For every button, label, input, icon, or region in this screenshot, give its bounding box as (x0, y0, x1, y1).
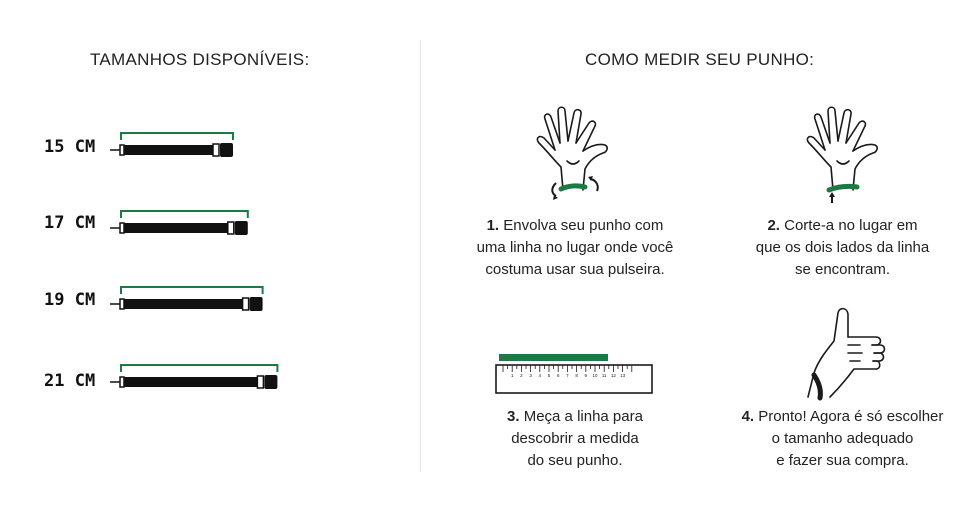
strap-end-cap-15 (120, 145, 124, 155)
strap-clasp-19 (250, 297, 263, 311)
measure-bracket-15 (121, 133, 233, 140)
section-divider (420, 40, 421, 472)
ruler-tick-label: 2 (520, 373, 523, 378)
step-3-text (455, 406, 695, 472)
step-2-text (725, 215, 960, 281)
ruler-tick-label: 13 (620, 373, 626, 378)
strap-buckle-17 (228, 222, 234, 234)
step-1-body: Envolva seu punho com uma linha no lugar onde você costuma usar sua pulseira. (476, 217, 674, 278)
step-3-body: Meça a linha para descobrir a medida do seu punho. (511, 408, 643, 469)
measure-heading: COMO MEDIR SEU PUNHO: (585, 50, 815, 69)
strap-body-17 (124, 223, 230, 233)
ruler-tick-label: 9 (584, 373, 588, 378)
strap-body-15 (124, 145, 215, 155)
step-4-number: 4. (741, 408, 755, 425)
ruler-tick-label: 7 (566, 373, 569, 378)
strap-end-cap-21 (120, 377, 124, 387)
strap-end-cap-17 (120, 223, 124, 233)
strap-clasp-17 (235, 221, 248, 235)
strap-buckle-21 (257, 376, 263, 388)
ruler-tick-label: 10 (592, 373, 598, 378)
ruler-body (496, 365, 652, 393)
sizes-heading: TAMANHOS DISPONÍVEIS: (90, 50, 310, 69)
step-1-text (455, 215, 695, 281)
step-4-body: Pronto! Agora é só escolher o tamanho adequado e fazer sua compra. (758, 408, 944, 469)
ruler-icon (495, 350, 655, 395)
ruler-tick-label: 8 (575, 373, 578, 378)
strap-buckle-15 (213, 144, 219, 156)
step-1-number: 1. (486, 217, 500, 234)
strap-body-21 (124, 377, 259, 387)
ruler-tick-label: 6 (556, 373, 560, 378)
strap-end-cap-19 (120, 299, 124, 309)
measure-bracket-17 (121, 211, 248, 218)
step-2-number: 2. (767, 217, 780, 234)
hand-cut-thread-icon (795, 105, 890, 205)
ruler-tick-label: 3 (529, 373, 532, 378)
strap-clasp-21 (264, 375, 277, 389)
ruler-tick-label: 12 (610, 373, 616, 378)
ruler-tick-label: 1 (510, 373, 514, 378)
step-3-number: 3. (507, 408, 520, 425)
ruler-tick-label: 11 (601, 373, 607, 378)
size-label-17: 17 CM (44, 213, 96, 233)
step-4-text (725, 406, 960, 472)
size-label-15: 15 CM (44, 137, 96, 157)
size-label-21: 21 CM (44, 371, 96, 391)
hand-wrap-thread-icon (525, 105, 620, 205)
measure-bracket-19 (121, 287, 263, 294)
step-2-body: Corte-a no lugar em que os dois lados da linha se encontram. (755, 217, 930, 278)
strap-buckle-19 (243, 298, 249, 310)
measured-thread (499, 354, 608, 361)
size-label-19: 19 CM (44, 290, 96, 310)
strap-body-19 (124, 299, 245, 309)
ruler-tick-label: 4 (538, 373, 542, 378)
measure-bracket-21 (121, 365, 277, 372)
ruler-tick-label: 5 (547, 373, 551, 378)
bracelet-size-diagrams (0, 0, 420, 518)
thumbs-up-icon (800, 305, 890, 400)
strap-clasp-15 (220, 143, 233, 157)
